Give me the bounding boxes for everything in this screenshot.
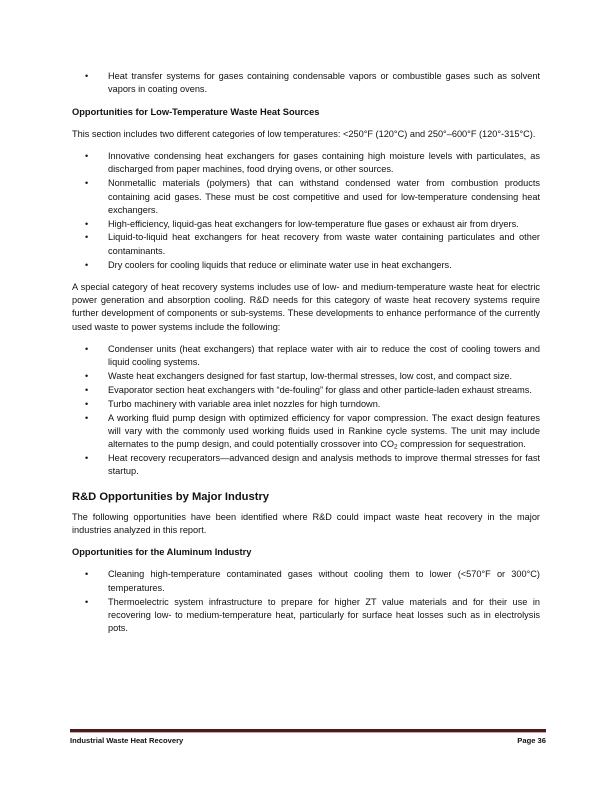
bullet-icon: • xyxy=(85,596,89,607)
footer-document-title: Industrial Waste Heat Recovery xyxy=(70,736,184,745)
major-industry-paragraph: The following opportunities have been identified where R&D could impact waste heat recovery in the major industries analyzed in this report. xyxy=(72,511,540,535)
list-item-text: Heat transfer systems for gases containing condensable vapors or combustible gases such as solvent vapors in coating ovens. xyxy=(108,71,540,95)
bullet-icon: • xyxy=(85,371,89,382)
list-item-text xyxy=(108,413,540,450)
list-item xyxy=(85,231,540,258)
document-page xyxy=(72,70,540,636)
list-item-text: Nonmetallic materials (polymers) that can withstand condensed water from combustion products containing acid gases. These must be cost competitive and used for low-temperature condensing heat exchangers. xyxy=(108,178,540,215)
aluminum-bullet-list xyxy=(72,568,540,635)
list-item xyxy=(85,70,540,97)
list-item xyxy=(85,370,540,383)
bullet-icon: • xyxy=(85,344,89,355)
footer-rule-accent xyxy=(70,732,546,733)
bullet-icon: • xyxy=(85,569,89,580)
bullet-icon: • xyxy=(85,412,89,423)
list-item-text: Innovative condensing heat exchangers for gases containing high moisture levels with particulates, as discharged from paper machines, food drying ovens, or other sources. xyxy=(108,151,540,175)
footer-page-number: Page 36 xyxy=(517,736,546,745)
list-item xyxy=(85,150,540,177)
list-item-text: Liquid-to-liquid heat exchangers for heat recovery from waste water containing particulates and other contaminants. xyxy=(108,232,540,256)
list-item xyxy=(85,452,540,479)
section-heading-major-industry: R&D Opportunities by Major Industry xyxy=(72,490,270,503)
section-heading-aluminum: Opportunities for the Aluminum Industry xyxy=(72,547,252,558)
co2-subscript: 2 xyxy=(394,443,398,451)
list-item xyxy=(85,177,540,217)
bullet-icon: • xyxy=(85,259,89,270)
list-item-text: High-efficiency, liquid-gas heat exchangers for low-temperature flue gases or exhaust air from dryers. xyxy=(108,218,519,229)
low-temp-intro: This section includes two different categories of low temperatures: <250°F (120°C) and 250°–600°F (120°-315°C). xyxy=(72,128,536,139)
bullet-icon: • xyxy=(85,452,89,463)
list-item xyxy=(85,568,540,595)
co2-text-after: compression for sequestration. xyxy=(397,439,526,450)
bullet-icon: • xyxy=(85,232,89,243)
list-item xyxy=(85,218,540,231)
bullet-icon: • xyxy=(85,384,89,395)
list-item xyxy=(85,259,540,272)
list-item-text: Condenser units (heat exchangers) that replace water with air to reduce the cost of cooling towers and liquid cooling systems. xyxy=(108,344,540,368)
list-item-text: Cleaning high-temperature contaminated gases without cooling them to lower (<570°F or 300°C) temperatures. xyxy=(108,569,540,593)
intro-bullet-list xyxy=(72,70,540,97)
list-item-text: Waste heat exchangers designed for fast startup, low-thermal stresses, low cost, and compact size. xyxy=(108,371,513,382)
list-item xyxy=(85,343,540,370)
special-category-paragraph: A special category of heat recovery systems includes use of low- and medium-temperature waste heat for electric power generation and absorption cooling. R&D needs for this category of waste heat recovery systems require further development of components or sub-systems. These developments to enhance performance of the currently used waste to power systems include the following: xyxy=(72,281,540,332)
list-item xyxy=(85,398,540,411)
bullet-icon: • xyxy=(85,178,89,189)
list-item-text: Turbo machinery with variable area inlet nozzles for high turndown. xyxy=(108,398,381,409)
co2-text-before: A working fluid pump design with optimized efficiency for vapor compression. The exact design features will vary with the commonly used working fluids used in Rankine cycle systems. The unit may include alternates to the pump design, and could potentially crossover into CO xyxy=(108,412,540,450)
list-item-text: Thermoelectric system infrastructure to prepare for higher ZT value materials and for their use in recovering low- to medium-temperature heat, particularly for surface heat losses such as in electrolysis pots. xyxy=(108,596,540,634)
list-item-text: Dry coolers for cooling liquids that reduce or eliminate water use in heat exchangers. xyxy=(108,259,452,270)
low-temp-bullet-list xyxy=(72,150,540,272)
bullet-icon: • xyxy=(85,151,89,162)
bullet-icon: • xyxy=(85,71,89,81)
list-item xyxy=(85,412,540,452)
bullet-icon: • xyxy=(85,218,89,229)
special-category-bullet-list xyxy=(72,343,540,478)
bullet-icon: • xyxy=(85,398,89,409)
list-item xyxy=(85,384,540,397)
section-heading-low-temp: Opportunities for Low-Temperature Waste Heat Sources xyxy=(72,106,320,117)
list-item xyxy=(85,596,540,636)
list-item-text: Evaporator section heat exchangers with “de-fouling” for glass and other particle-laden exhaust streams. xyxy=(108,384,532,395)
list-item-text: Heat recovery recuperators—advanced design and analysis methods to improve thermal stresses for fast startup. xyxy=(108,452,540,477)
